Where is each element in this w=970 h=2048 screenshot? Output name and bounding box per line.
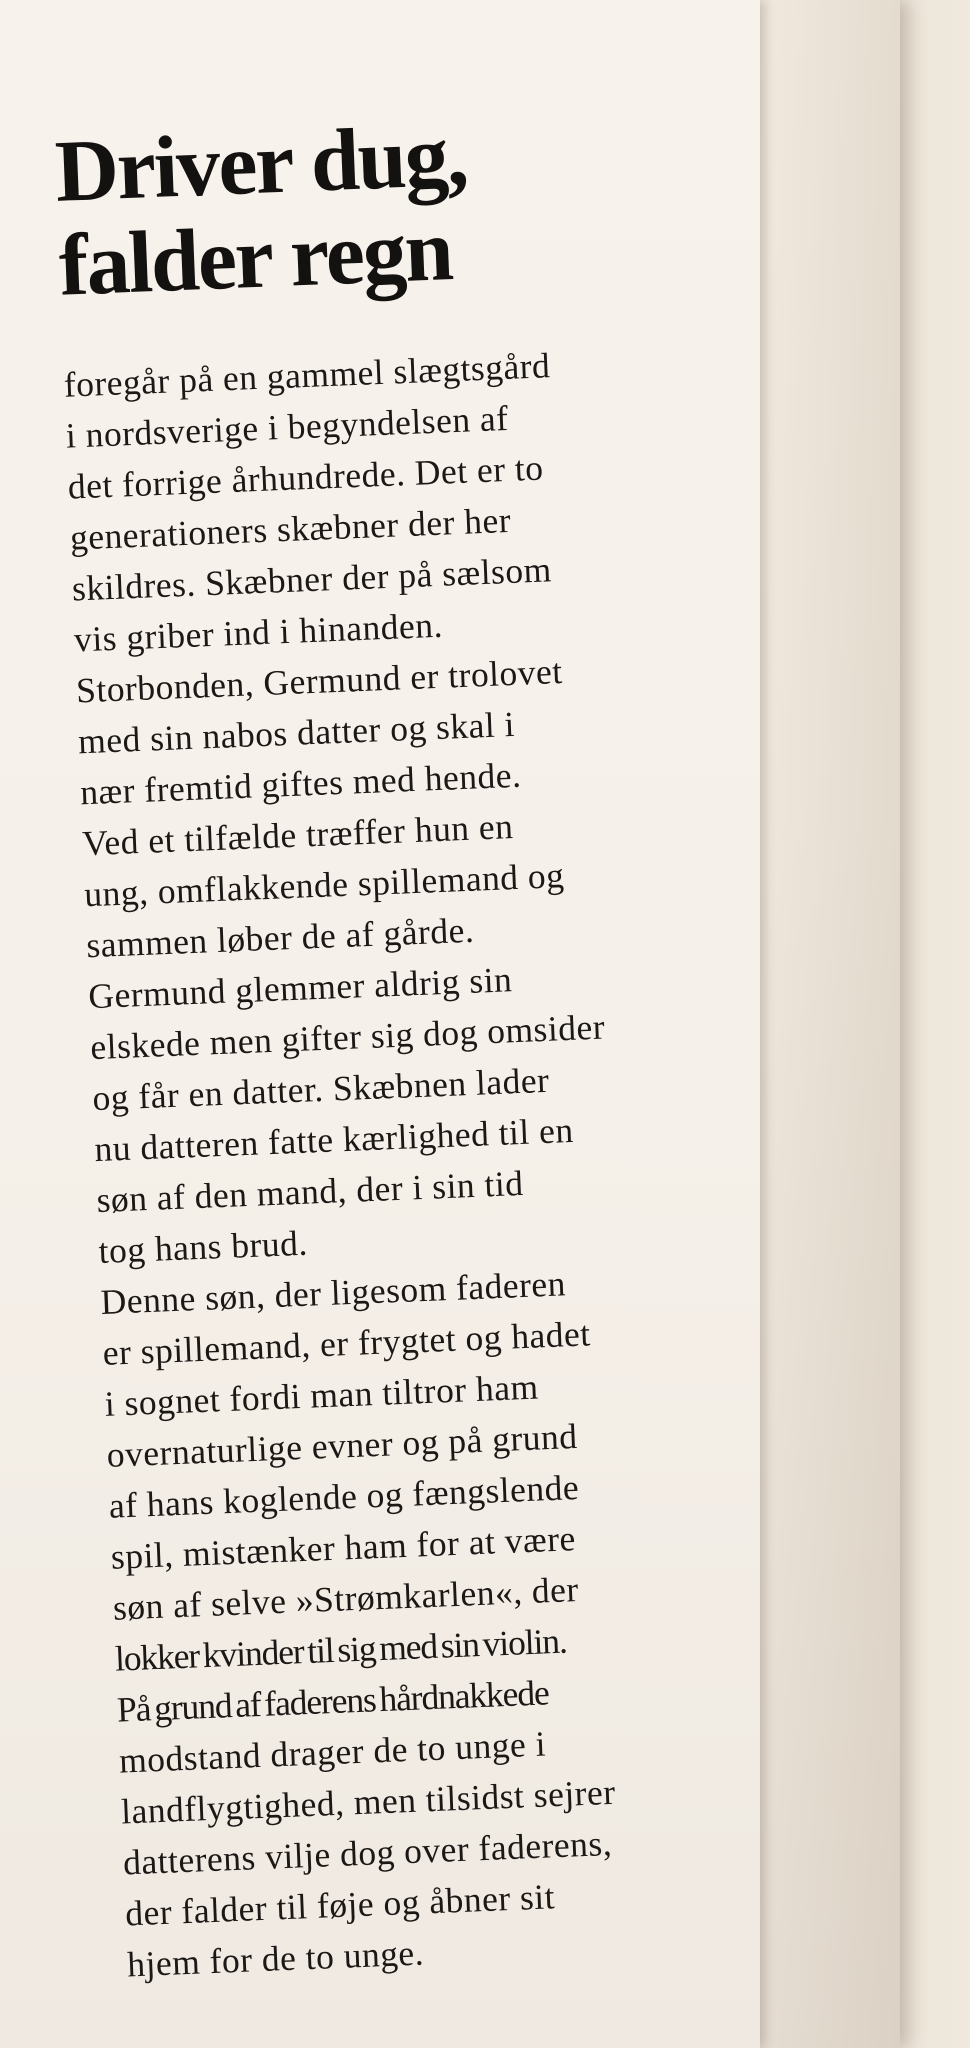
text-line: vis griber ind i hinanden. [73,604,444,660]
title-line: Driver dug, [53,107,469,221]
text-line: nu datteren fatte kærlighed til en [93,1109,575,1170]
text-line: skildres. Skæbner der på sælsom [71,549,553,609]
text-line: nær fremtid giftes med hende. [79,754,523,813]
page-content [50,11,848,1990]
text-line: Denne søn, der ligesom faderen [99,1263,567,1322]
text-line: sammen løber de af gårde. [85,909,475,966]
text-line: Storbonden, Germund er trolovet [75,650,564,711]
text-line: generationers skæbner der her [69,499,512,558]
text-line: der falder til føje og åbner sit [124,1876,556,1934]
text-line: modstand drager de to unge i [118,1723,547,1781]
text-line: er spillemand, er frygtet og hadet [101,1313,592,1373]
book-title [50,11,780,314]
text-line: landflygtighed, men tilsidst sejrer [120,1771,617,1832]
text-line: overnaturlige evner og på grund [106,1415,579,1475]
text-line: På grund af faderens hårdnakkede [116,1672,550,1730]
text-line: datterens vilje dog over faderens, [122,1822,613,1883]
text-line: Germund glemmer aldrig sin [87,959,513,1017]
blurb-text [63,331,848,1991]
text-line: hjem for de to unge. [126,1932,425,1985]
text-line: Ved et tilfælde træffer hun en [81,806,515,864]
text-line: spil, mistænker ham for at være [110,1518,577,1577]
text-line: elskede men gifter sig dog omsider [89,1006,606,1068]
text-line: i sognet fordi man tiltror ham [103,1366,540,1424]
text-line: tog hans brud. [97,1222,309,1272]
text-line: det forrige århundrede. Det er to [67,447,545,507]
text-line: ung, omflakkende spillemand og [83,855,566,915]
text-line: med sin nabos datter og skal i [77,703,516,762]
text-line: og får en datter. Skæbnen lader [91,1059,551,1119]
text-line: foregår på en gammel slægtsgård [63,345,551,405]
text-line: søn af den mand, der i sin tid [95,1162,525,1221]
text-line: af hans koglende og fængslende [108,1466,580,1526]
text-line: søn af selve »Strømkarlen«, der [112,1569,580,1628]
text-line: lokker kvinder til sig med sin violin. [114,1620,568,1679]
title-line: falder regn [57,202,454,315]
text-line: i nordsverige i begyndelsen af [65,397,510,456]
